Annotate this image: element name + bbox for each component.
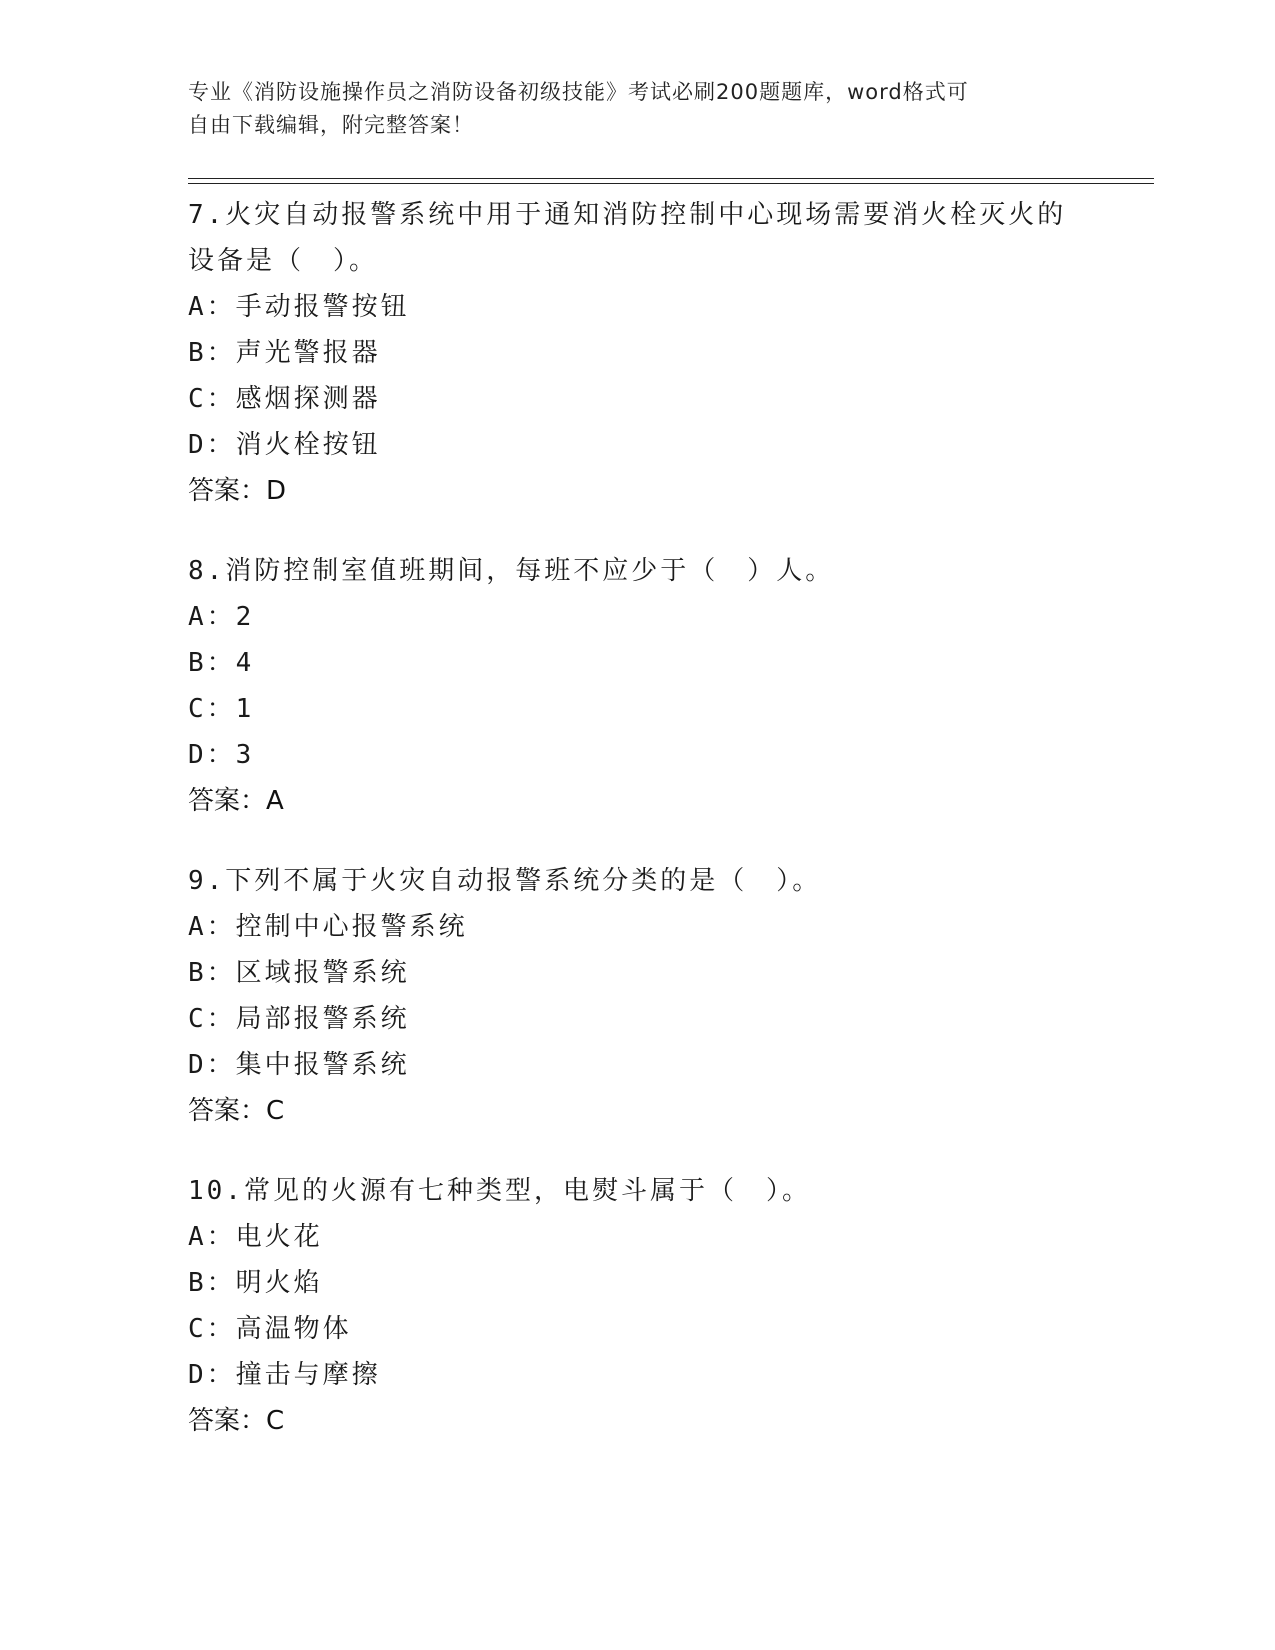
option-text: 明火焰 — [235, 1268, 323, 1298]
answer-line: 答案：C — [188, 1406, 285, 1436]
option-d — [188, 1042, 1154, 1088]
option-d — [188, 1352, 1154, 1398]
option-letter: B： — [188, 958, 236, 988]
option-c — [188, 376, 1154, 422]
option-letter: A： — [188, 912, 236, 942]
header-divider-top — [188, 178, 1154, 179]
question-10 — [188, 1168, 1154, 1444]
answer-line: 答案：D — [188, 476, 287, 506]
option-d — [188, 422, 1154, 468]
question-9 — [188, 858, 1154, 1134]
option-a — [188, 594, 1154, 640]
option-text: 区域报警系统 — [235, 958, 410, 988]
option-text: 消火栓按钮 — [235, 430, 381, 460]
option-letter: A： — [188, 1222, 236, 1252]
option-text: 撞击与摩擦 — [235, 1360, 381, 1390]
option-letter: A： — [188, 602, 236, 632]
header-divider-bottom — [188, 183, 1154, 184]
option-b — [188, 640, 1154, 686]
option-letter: C： — [188, 1004, 236, 1034]
header-line-1: 专业《消防设施操作员之消防设备初级技能》考试必刷200题题库，word格式可 — [188, 80, 969, 104]
option-b — [188, 330, 1154, 376]
option-c — [188, 1306, 1154, 1352]
option-b — [188, 1260, 1154, 1306]
option-text: 2 — [235, 602, 255, 632]
option-letter: D： — [188, 740, 236, 770]
option-a — [188, 1214, 1154, 1260]
document-header — [188, 76, 1068, 142]
option-text: 集中报警系统 — [235, 1050, 410, 1080]
option-text: 高温物体 — [235, 1314, 352, 1344]
option-text: 电火花 — [235, 1222, 323, 1252]
option-text: 1 — [235, 694, 255, 724]
option-text: 4 — [235, 648, 255, 678]
answer-line: 答案：A — [188, 786, 284, 816]
option-a — [188, 904, 1154, 950]
answer-line: 答案：C — [188, 1096, 285, 1126]
option-letter: B： — [188, 1268, 236, 1298]
question-text: 9.下列不属于火灾自动报警系统分类的是（ ）。 — [188, 866, 822, 896]
option-d — [188, 732, 1154, 778]
option-text: 局部报警系统 — [235, 1004, 410, 1034]
option-letter: C： — [188, 384, 236, 414]
option-letter: D： — [188, 1360, 236, 1390]
option-letter: D： — [188, 1050, 236, 1080]
header-line-2: 自由下载编辑，附完整答案！ — [188, 113, 474, 137]
option-text: 手动报警按钮 — [235, 292, 410, 322]
question-7 — [188, 192, 1154, 514]
option-text: 3 — [235, 740, 255, 770]
option-a — [188, 284, 1154, 330]
option-letter: A： — [188, 292, 236, 322]
option-text: 控制中心报警系统 — [235, 912, 468, 942]
option-letter: B： — [188, 648, 236, 678]
option-letter: B： — [188, 338, 236, 368]
option-letter: C： — [188, 694, 236, 724]
question-text: 10.常见的火源有七种类型，电熨斗属于（ ）。 — [188, 1176, 811, 1206]
option-letter: C： — [188, 1314, 236, 1344]
question-text: 8.消防控制室值班期间，每班不应少于（ ）人。 — [188, 556, 835, 586]
option-letter: D： — [188, 430, 236, 460]
option-b — [188, 950, 1154, 996]
option-text: 感烟探测器 — [235, 384, 381, 414]
option-c — [188, 996, 1154, 1042]
question-list — [188, 192, 1154, 1478]
option-text: 声光警报器 — [235, 338, 381, 368]
option-c — [188, 686, 1154, 732]
question-text: 7.火灾自动报警系统中用于通知消防控制中心现场需要消火栓灭火的设备是（ ）。 — [188, 200, 1067, 276]
question-8 — [188, 548, 1154, 824]
